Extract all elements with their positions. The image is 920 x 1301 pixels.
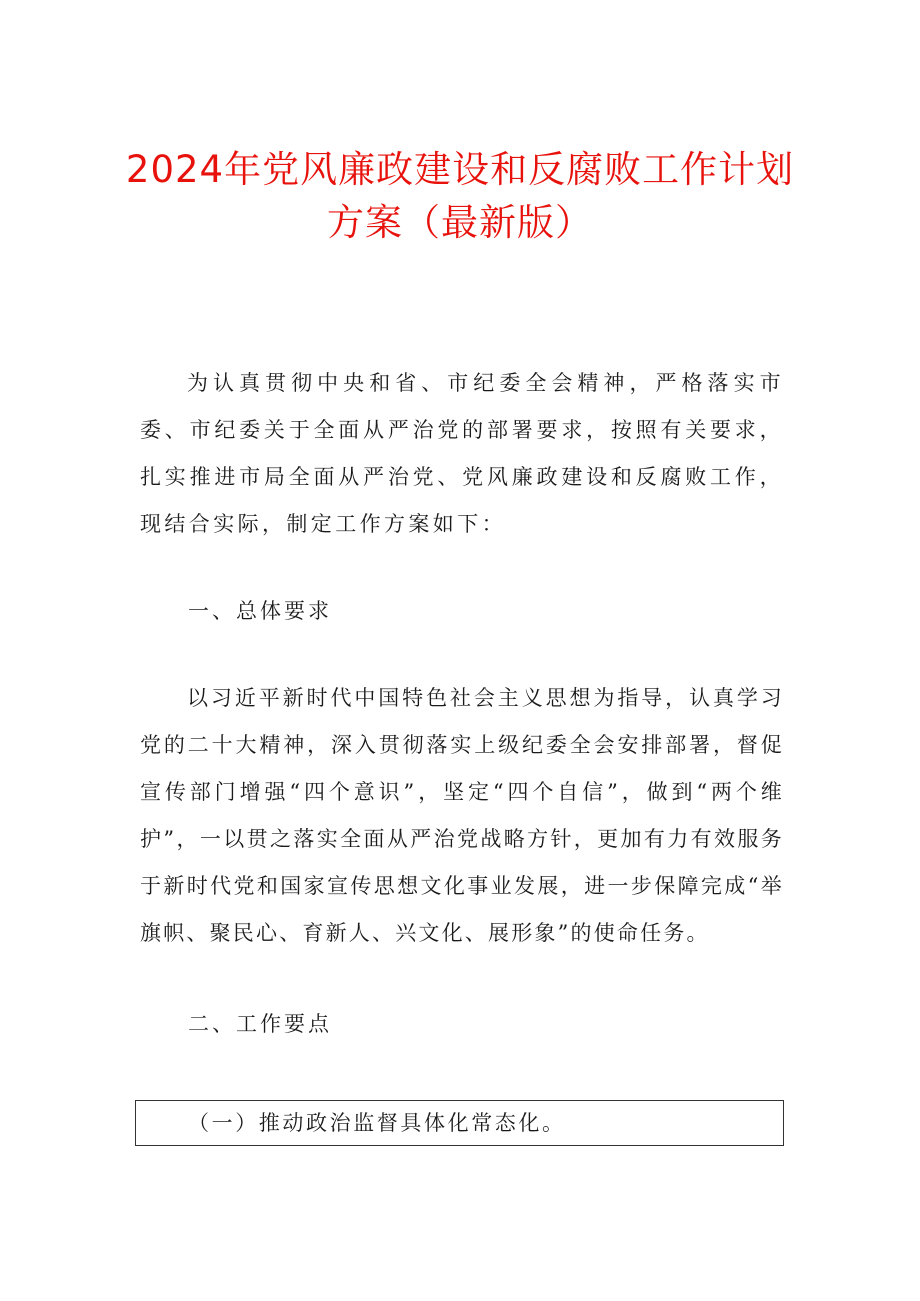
section-heading-work-points: 二、工作要点 <box>188 1012 332 1036</box>
subsection-heading-box <box>135 1100 784 1146</box>
section-heading-general-requirements: 一、总体要求 <box>188 599 332 623</box>
document-title-line-2: 方案（最新版） <box>327 201 593 244</box>
intro-paragraph: 为认真贯彻中央和省、市纪委全会精神，严格落实市委、市纪委关于全面从严治党的部署要求，按照有关要求，扎实推进市局全面从严治党、党风廉政建设和反腐败工作，现结合实际，制定工作方案如下： <box>140 371 784 536</box>
subsection-heading-political-supervision: （一）推动政治监督具体化常态化。 <box>188 1111 566 1135</box>
document-title-line-1: 2024年党风廉政建设和反腐败工作计划 <box>125 148 795 191</box>
general-requirements-paragraph: 以习近平新时代中国特色社会主义思想为指导，认真学习党的二十大精神，深入贯彻落实上级纪委全会安排部署，督促宣传部门增强“四个意识”，坚定“四个自信”，做到“两个维护”，一以贯之落实全面从严治党战略方针，更加有力有效服务于新时代党和国家宣传思想文化事业发展，进一步保障完成“举旗帜、聚民心、育新人、兴文化、展形象”的使命任务。 <box>140 686 784 945</box>
